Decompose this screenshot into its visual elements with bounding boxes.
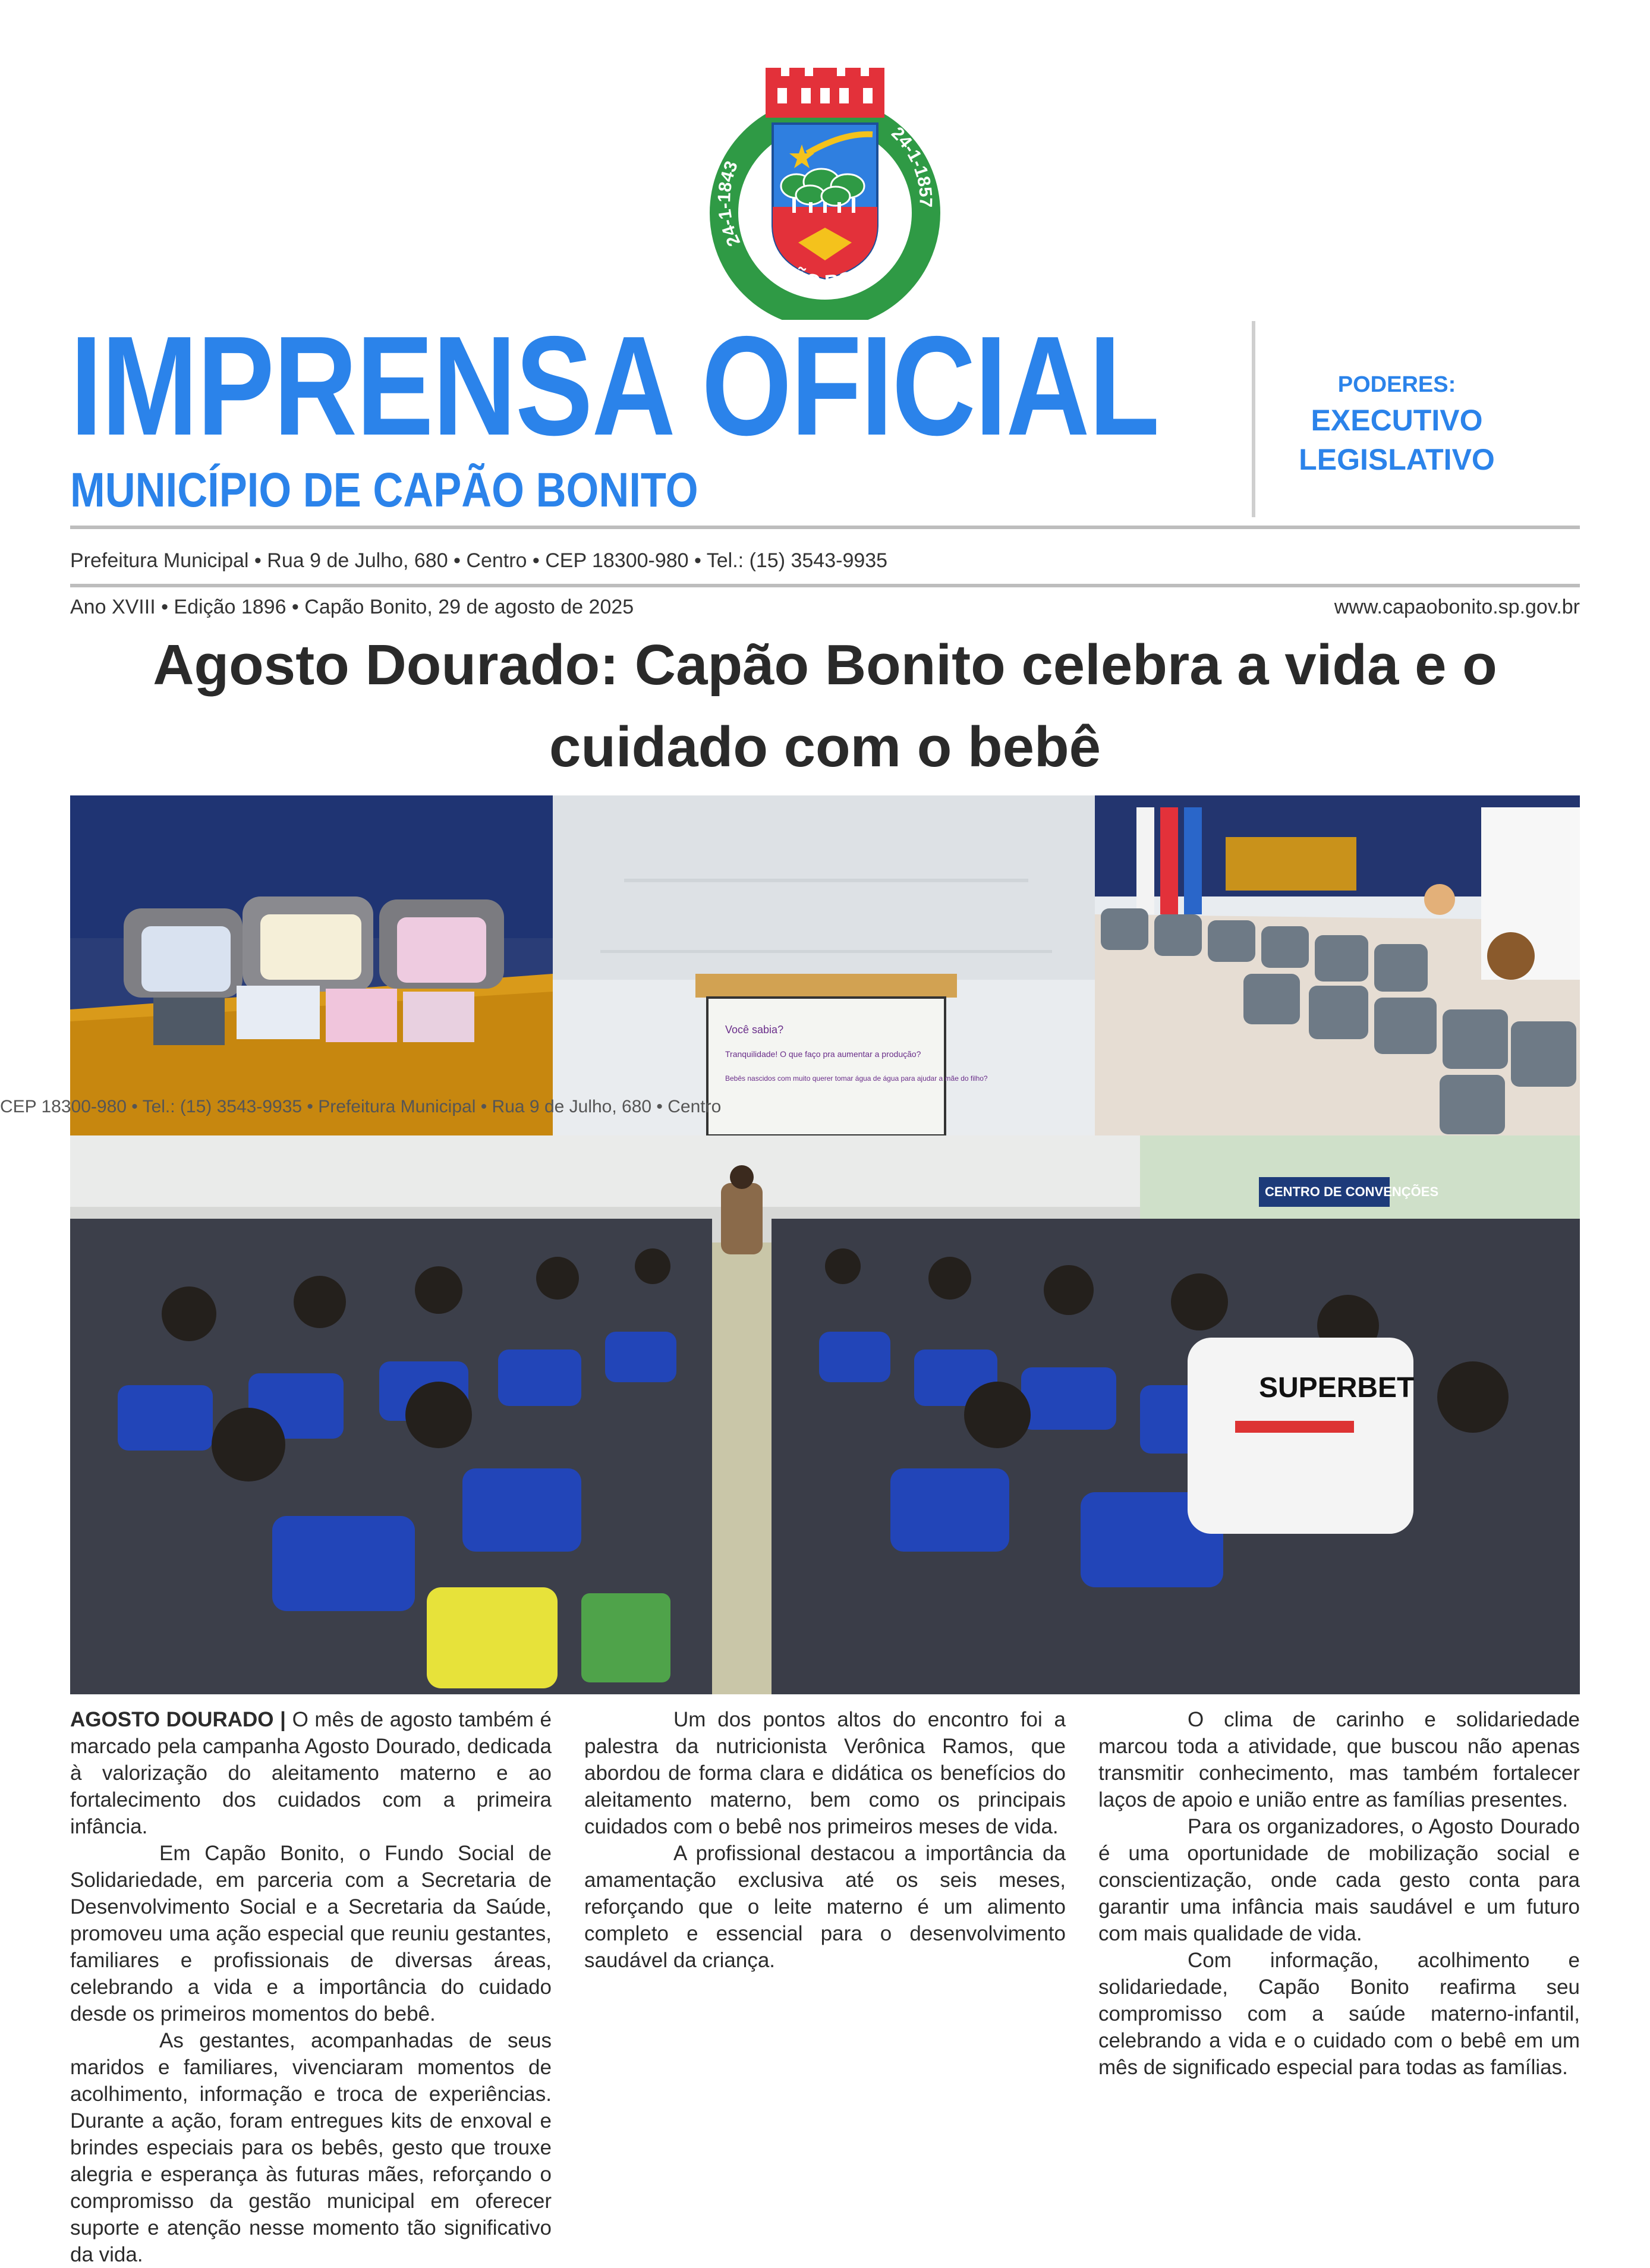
screen-text-2: Tranquilidade! O que faço pra aumentar a produção? <box>725 1049 921 1059</box>
article-paragraph-5: A profissional destacou a importância da amamentação exclusiva até os seis meses, reforçando que o leite materno é um alimento completo e essencial para o desenvolvimento saudável da criança. <box>584 1842 1066 1972</box>
shield-icon <box>773 124 877 278</box>
powers-legislative: LEGISLATIVO <box>1299 443 1495 476</box>
screen-text-3: Bebês nascidos com muito querer tomar água de água para ajudar a mãe do filho? <box>725 1074 988 1083</box>
screen-text-1: Você sabia? <box>725 1024 784 1036</box>
article-lead-label: AGOSTO DOURADO | <box>70 1708 286 1731</box>
edition-line: Ano XVIII • Edição 1896 • Capão Bonito, 29 de agosto de 2025 <box>70 596 634 618</box>
article-paragraph-1-text: O mês de agosto também é marcado pela campanha Agosto Dourado, dedicada à valorização do aleitamento materno e ao fortalecimento dos cuidados com a primeira infância. <box>70 1708 552 1838</box>
shirt-text: SUPERBET <box>1259 1372 1415 1404</box>
article-paragraph-8: Com informação, acolhimento e solidariedade, Capão Bonito reafirma seu compromisso com a saúde materno-infantil, celebrando a vida e o cuidado com o bebê em um mês de significado especial para todas as famílias. <box>1098 1949 1580 2079</box>
website-link[interactable]: www.capaobonito.sp.gov.br <box>1334 596 1580 618</box>
powers-executive: EXECUTIVO <box>1311 404 1483 437</box>
photo-gift-bags <box>1095 795 1580 1135</box>
address-line: Prefeitura Municipal • Rua 9 de Julho, 680 • Centro • CEP 18300-980 • Tel.: (15) 3543-9935 <box>70 549 888 572</box>
crest-left-date: 24-1-1843 <box>714 158 745 250</box>
article-paragraph-2: Em Capão Bonito, o Fundo Social de Solidariedade, em parceria com a Secretaria de Desenvolvimento Social e a Secretaria da Saúde, promoveu uma ação especial que reuniu gestantes, familiares e profissionais de diversas áreas, celebrando a vida e a importância do cuidado desde os primeiros momentos do bebê. <box>70 1842 552 2025</box>
article-column-2 <box>584 1706 1066 2229</box>
photo-lecture-screen <box>553 795 1095 1135</box>
middle-divider <box>70 584 1580 587</box>
crown-icon <box>766 68 884 118</box>
sign-text: CENTRO DE CONVENÇÕES <box>1265 1184 1439 1199</box>
article-column-1 <box>70 1706 552 2266</box>
article-paragraph-1 <box>70 1706 552 1840</box>
headline: Agosto Dourado: Capão Bonito celebra a vida e o cuidado com o bebê <box>153 633 1497 779</box>
municipal-crest <box>694 64 956 320</box>
powers-label: PODERES: <box>1337 372 1456 397</box>
article-paragraph-7: Para os organizadores, o Agosto Dourado é uma oportunidade de mobilização social e conscientização, onde cada gesto conta para garantir uma infância mais saudável e um futuro com mais qualidade de vida. <box>1098 1815 1580 1945</box>
masthead-divider <box>1252 321 1255 517</box>
masthead-title: IMPRENSA OFICIAL <box>70 307 1159 465</box>
article-paragraph-6: O clima de carinho e solidariedade marcou toda a atividade, que buscou não apenas transmitir conhecimento, mas também fortalecer laços de apoio e união entre as famílias presentes. <box>1098 1708 1580 1811</box>
article-paragraph-3: As gestantes, acompanhadas de seus maridos e familiares, vivenciaram momentos de acolhimento, informação e troca de experiências. Durante a ação, foram entregues kits de enxoval e brindes especiais para os bebês, gesto que trouxe alegria e esperança às futuras mães, reforçando o compromisso da gestão municipal em oferecer suporte e atenção nesse momento tão significativo da vida. <box>70 2029 552 2266</box>
photo-audience <box>70 1135 1580 1694</box>
photo-baby-kits <box>70 795 553 1135</box>
crest-right-date: 24-1-1857 <box>887 123 936 208</box>
crest-city-name: CAPÃO BONITO <box>752 244 898 294</box>
powers-block <box>1272 369 1522 487</box>
masthead-subtitle: MUNICÍPIO DE CAPÃO BONITO <box>70 463 698 517</box>
scan-artifact-text: CEP 18300-980 • Tel.: (15) 3543-9935 • Prefeitura Municipal • Rua 9 de Julho, 680 • Centro <box>0 1097 722 1116</box>
top-divider <box>70 526 1580 529</box>
article-column-3 <box>1098 1706 1580 2229</box>
article-paragraph-4: Um dos pontos altos do encontro foi a palestra da nutricionista Verônica Ramos, que abordou de forma clara e didática os benefícios do aleitamento materno, bem como os principais cuidados com o bebê nos primeiros meses de vida. <box>584 1708 1066 1838</box>
